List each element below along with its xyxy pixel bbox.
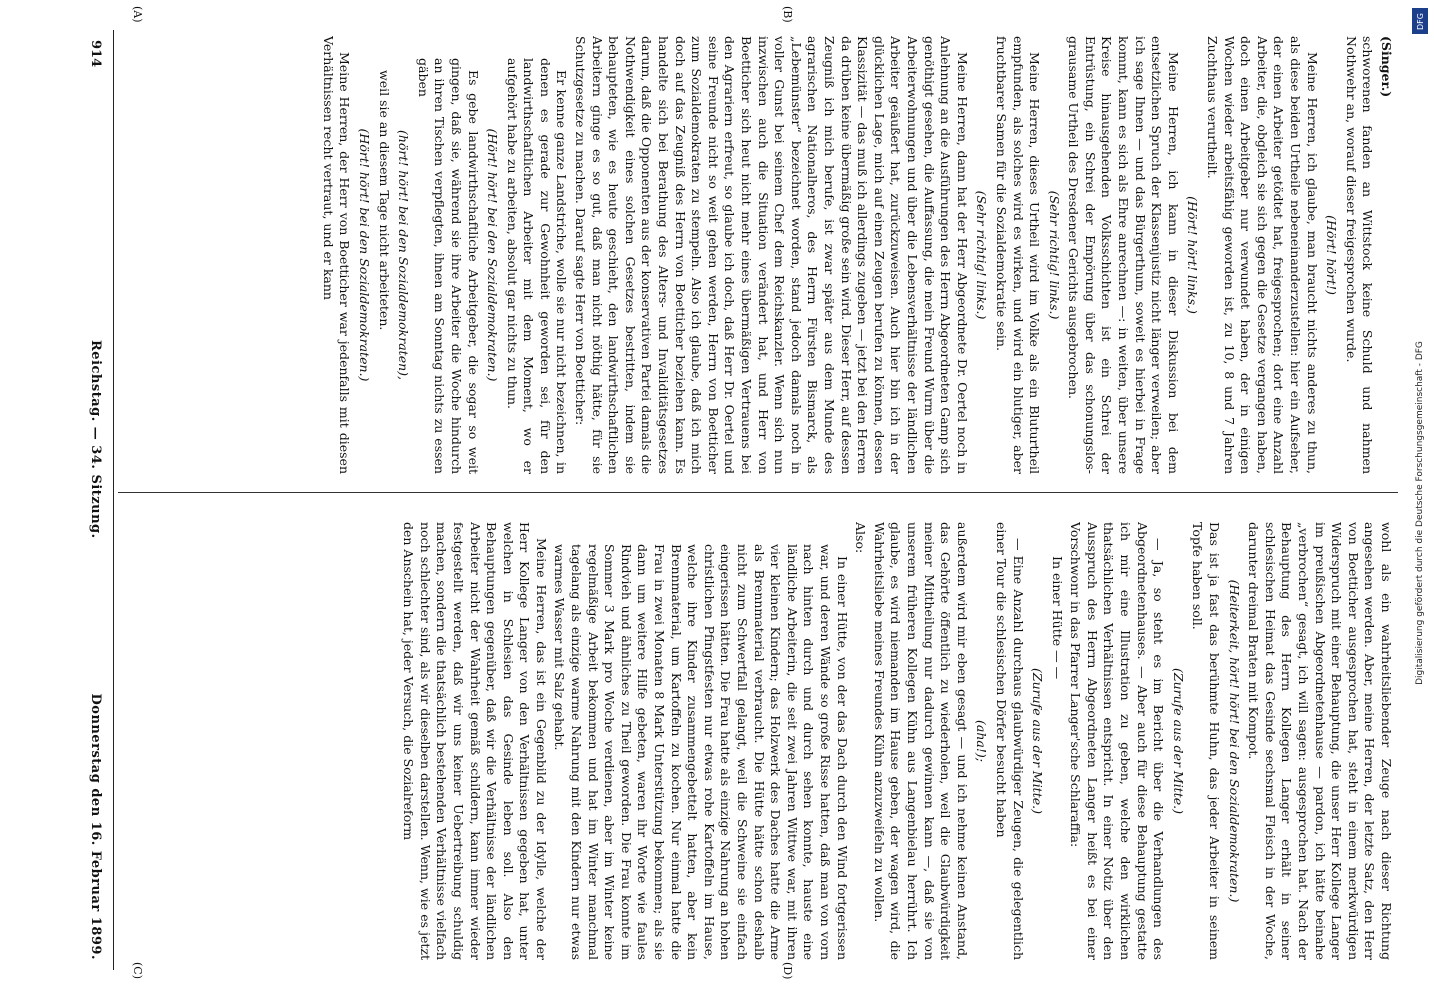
digitization-strip bbox=[1412, 8, 1428, 988]
paragraph: Also: bbox=[853, 522, 869, 554]
paragraph: Meine Herren, dann hat der Herr Abgeordnete Dr. Oertel noch in Anlehnung an die Ausführungen des Herrn Abgeordneten Gamp sich genöthigt gesehen, die Auffassung, die mein Freund Wurm über die Arbeiterwohnungen und über die Lebensverhältnisse der ländlichen Arbeiter geäußert hat, zurückzuweisen. Auch hier bin ich in der glücklichen Lage, mich auf einen Zeugen berufen zu können, dessen Klassizität — das muß ich allerdings zugeben — jetzt bei den Herren da drüben keine übermäßig große sein wird. Dieser Herr, auf dessen Zeugniß ich mich berufe, ist zwar später aus dem Munde des agrarischen Nationalheros, des Herrn Fürsten Bismarck, als „Lebemünster“ bezeichnet worden, stand jedoch damals noch in voller Gunst bei seinem Chef dem Reichskanzler. Wenn sich nun inzwischen auch die Situation verändert hat, und Herr von Boetticher sich heut nicht mehr eines übermäßigen Vertrauens bei den Agrariern erfreut, so glaube ich doch, daß Herr Dr. Oertel und seine Freunde nicht so weit gehen werden, Herrn von Boetticher zum Sozialdemokraten zu stempeln. Also ich glaube, daß ich mich doch auf das Zeugniß des Herrn von Boetticher beziehen kann. Es handelte sich bei Berathung des Alters- und Invaliditätsgesetzes darum, daß die Opponenten aus der konservativen Partei damals die Nothwendigkeit eines solchen Gesetzes bestritten, indem sie behaupteten, wie es heute geschieht, den landwirthschaftlichen Arbeitern ginge es so gut, daß man nicht nöthig hätte, für sie Schutzgesetze zu machen. Darauf sagte Herr von Boetticher: bbox=[573, 36, 970, 474]
rotated-page bbox=[49, 0, 1434, 1000]
session-date: Donnerstag den 16. Februar 1899. bbox=[88, 693, 103, 960]
interjection: (Hört! hört! bei den Sozialdemokraten.) bbox=[485, 128, 501, 382]
interjection: (Sehr richtig! links.) bbox=[974, 190, 990, 320]
margin-mark-b: (B) bbox=[781, 6, 794, 23]
margin-mark-d: (D) bbox=[781, 962, 794, 980]
interjection: (Zurufe aus der Mitte.) bbox=[1030, 668, 1046, 814]
interjection: (Hört! hört! bei den Sozialdemokraten.) bbox=[356, 128, 372, 382]
header-rule bbox=[113, 30, 114, 970]
paragraph: In einer Hütte, von der das Dach durch den Wind fortgerissen war, und deren Wände so große Risse hatten, daß man von vorn nach hinten durch und durch sehen konnte, hauste eine ländliche Arbeiterin, die seit zwei Jahren Wittwe war, mit ihren vier kleinen Kindern; das Holzwerk des Daches hatte die Arme als Brennmaterial verbraucht. Die Hütte hätte schon deshalb nicht zum Schwertfall gelangt, weil die Schweine sie einfach eingerissen hätten. Die Frau hatte als einzige Nahrung an hohen christlichen Pfingstfesten nur etwas rohe Kartoffeln im Hause, welche ihre Kinder zusammengebettelt hatten, aber kein Brennmaterial, um Kartoffeln zu kochen. Nur einmal hatte die Frau in zwei Monaten 8 Mark Unterstützung bekommen; als sie dann um weitere Hilfe gebeten, waren ihr Worte wie faules Rindvieh und ähnliches zu Theil geworden. Die Frau konnte im Sommer 3 Mark pro Woche verdienen, aber im Winter keine regelmäßige Arbeit bekommen und hat im Winter manchmal tagelang als einzige warme Nahrung mit den Kindern nur etwas warmes Wasser mit Salz gehabt. bbox=[552, 544, 850, 960]
paragraph: — Eine Anzahl durchaus glaubwürdiger Zeugen, die gelegentlich einer Tour die schlesischen Dörfer besucht haben bbox=[993, 522, 1026, 960]
left-column-text bbox=[319, 36, 1375, 474]
session-title: Reichstag. — 34. Sitzung. bbox=[88, 340, 103, 539]
digitization-note: Digitalisierung gefördert durch die Deutsche Forschungsgemeinschaft - DFG bbox=[1415, 341, 1425, 685]
margin-mark-c: (C) bbox=[131, 962, 144, 979]
paragraph: Meine Herren, der Herr von Boetticher war jedenfalls mit diesen Verhältnissen recht vertraut, und er kann bbox=[320, 36, 353, 474]
paragraph: außerdem wird mir eben gesagt — und ich nehme keinen Anstand, das Gehörte öffentlich zu wiederholen, weil die Glaubwürdigkeit meiner Mittheilung nur dadurch gewinnen kann —, daß sie von unserem früheren Kollegen Kühn aus Langenbielau herrührt. Ich glaube, es wird niemanden im Hause geben, der wagen wird, die Wahrheitsliebe meines Freundes Kühn anzuzweifeln zu wollen. bbox=[871, 522, 970, 960]
page-number: 914 bbox=[88, 40, 103, 68]
right-column-text bbox=[400, 522, 1394, 960]
dfg-logo: DFG bbox=[1412, 8, 1428, 34]
paragraph: wohl als ein wahrheitsliebender Zeuge nach dieser Richtung angesehen werden. Aber, meine Herren, der letzte Satz, den Herr von Boetticher ausgesprochen hat, steht in einem merkwürdigen Widerspruch mit einer Behauptung, die unser Herr Kollege Langer im preußischen Abgeordnetenhause — pardon, ich hätte beinahe „verbrochen“ gesagt, ich will sagen: ausgesprochen hat. Nach der Behauptung des Herrn Kollegen Langer erhält in seiner schlesischen Heimat das Gesinde sechsmal Fleisch in der Woche, darunter dreimal Braten mit Kompot. bbox=[1246, 522, 1394, 960]
interjection: (hört! hört! bei den Sozialdemokraten), bbox=[396, 129, 412, 381]
margin-mark-a: (A) bbox=[131, 6, 144, 23]
paragraph: Meine Herren, das ist ein Gegenbild zu der Idylle, welche der Herr Kollege Langer von den Verhältnissen gegeben hat, unter welchen in Schlesien das Gesinde leben soll. Also den Behauptungen gegenüber, daß wir die Verhältnisse der ländlichen Arbeiter nicht der Wahrheit gemäß schildern, kann immer wieder festgestellt werden, daß wir uns keiner Uebertreibung schuldig machen, sondern die thatsächlich bestehenden Verhältnisse vielfach noch schlechter sind, als wir dieselben darstellen. Wenn, wie es jetzt den Anschein hat, jeder Versuch, die Sozialreform bbox=[401, 522, 549, 960]
interjection: (aha!); bbox=[974, 720, 990, 762]
interjection: (Heiterkeit, hört! hört! bei den Sozialdemokraten.) bbox=[1226, 579, 1242, 903]
paragraph: Meine Herren, ich glaube, man braucht nichts anderes zu thun, als diese beiden Urtheile nebeneinanderzustellen: hier ein Aufseher, der einen Arbeiter getödtet hat, freigesprochen; dort eine Anzahl Arbeiter, die, obgleich sie sich gegen die Gesetze vergangen haben, doch einen Arbeitgeber nur verwundet haben, der in einigen Wochen wieder arbeitsfähig geworden ist, zu 10, 8 und 7 Jahren Zuchthaus verurtheilt. bbox=[1205, 36, 1320, 474]
paragraph: weil sie an diesem Tage nicht arbeiteten. bbox=[376, 70, 392, 331]
paragraph: Er kenne ganze Landstriche, wolle sie nur nicht bezeichnen, in denen es gerade zur Gewohnheit geworden sei, für den landwirthschaftlichen Arbeiter mit dem Moment, wo er aufgehört habe zu arbeiten, absolut gar nichts zu thun. bbox=[504, 58, 570, 474]
interjection: (Hört! hört!) bbox=[1324, 215, 1340, 295]
paragraph: In einer Hütte — — bbox=[1049, 556, 1065, 680]
paragraph: schworenen fanden an Wittstock keine Schuld und nahmen Nothwehr an, worauf dieser freigesprochen wurde. bbox=[1343, 36, 1376, 474]
interjection: (Zurufe aus der Mitte.) bbox=[1170, 668, 1186, 814]
paragraph: — Ja, so steht es im Bericht über die Verhandlungen des Abgeordnetenhauses. — Aber auch für diese Behauptung gestatte ich mir eine Illustration zu geben, welche den wirklichen thatsächlichen Verhältnissen entspricht. In einer Notiz über den Ausspruch des Herrn Abgeordneten Langer heißt es bei einer Vorschwonr in das Pfarrer Langer'sche Schlaraffia: bbox=[1068, 522, 1167, 960]
right-column bbox=[124, 522, 1394, 960]
speaker-name: (Singer.) bbox=[1379, 36, 1394, 98]
interjection: (Sehr richtig! links.) bbox=[1046, 190, 1062, 320]
interjection: (Hört! hört! links.) bbox=[1185, 196, 1201, 314]
paragraph: Das ist ja fast das berühmte Huhn, das jeder Arbeiter in seinem Topfe haben soll. bbox=[1190, 522, 1223, 960]
paragraph: Meine Herren, ich kann in dieser Diskussion bei dem entsetzlichen Spruch der Klassenjustiz nicht länger verweilen; aber ich sage Ihnen — und das Bürgerthum, soweit es hierbei in Frage kommt, kann es sich als Ehre anrechnen —: in weiten, über unsere Kreise hinausgehenden Volksschichten ist ein Schrei der Entrüstung, ein Schrei der Empörung über das schonungslos-grausame Urtheil des Dresdener Gerichts ausgebrochen. bbox=[1066, 36, 1181, 474]
column-divider bbox=[118, 492, 1398, 493]
left-column bbox=[124, 36, 1394, 474]
page-header bbox=[79, 40, 109, 960]
paragraph: Meine Herren, dieses Urtheil wird im Volke als ein Bluturtheil empfunden, als solches wird es wirken, und wird ein blutiger, aber fruchtbarer Samen für die Sozialdemokratie sein. bbox=[993, 36, 1043, 474]
paragraph: Es gebe landwirthschaftliche Arbeitgeber, die sogar so weit gingen, daß sie, während sie ihre Arbeiter die Woche hindurch an ihren Tischen verpflegten, ihnen am Sonntag nichts zu essen gäben bbox=[415, 58, 481, 474]
